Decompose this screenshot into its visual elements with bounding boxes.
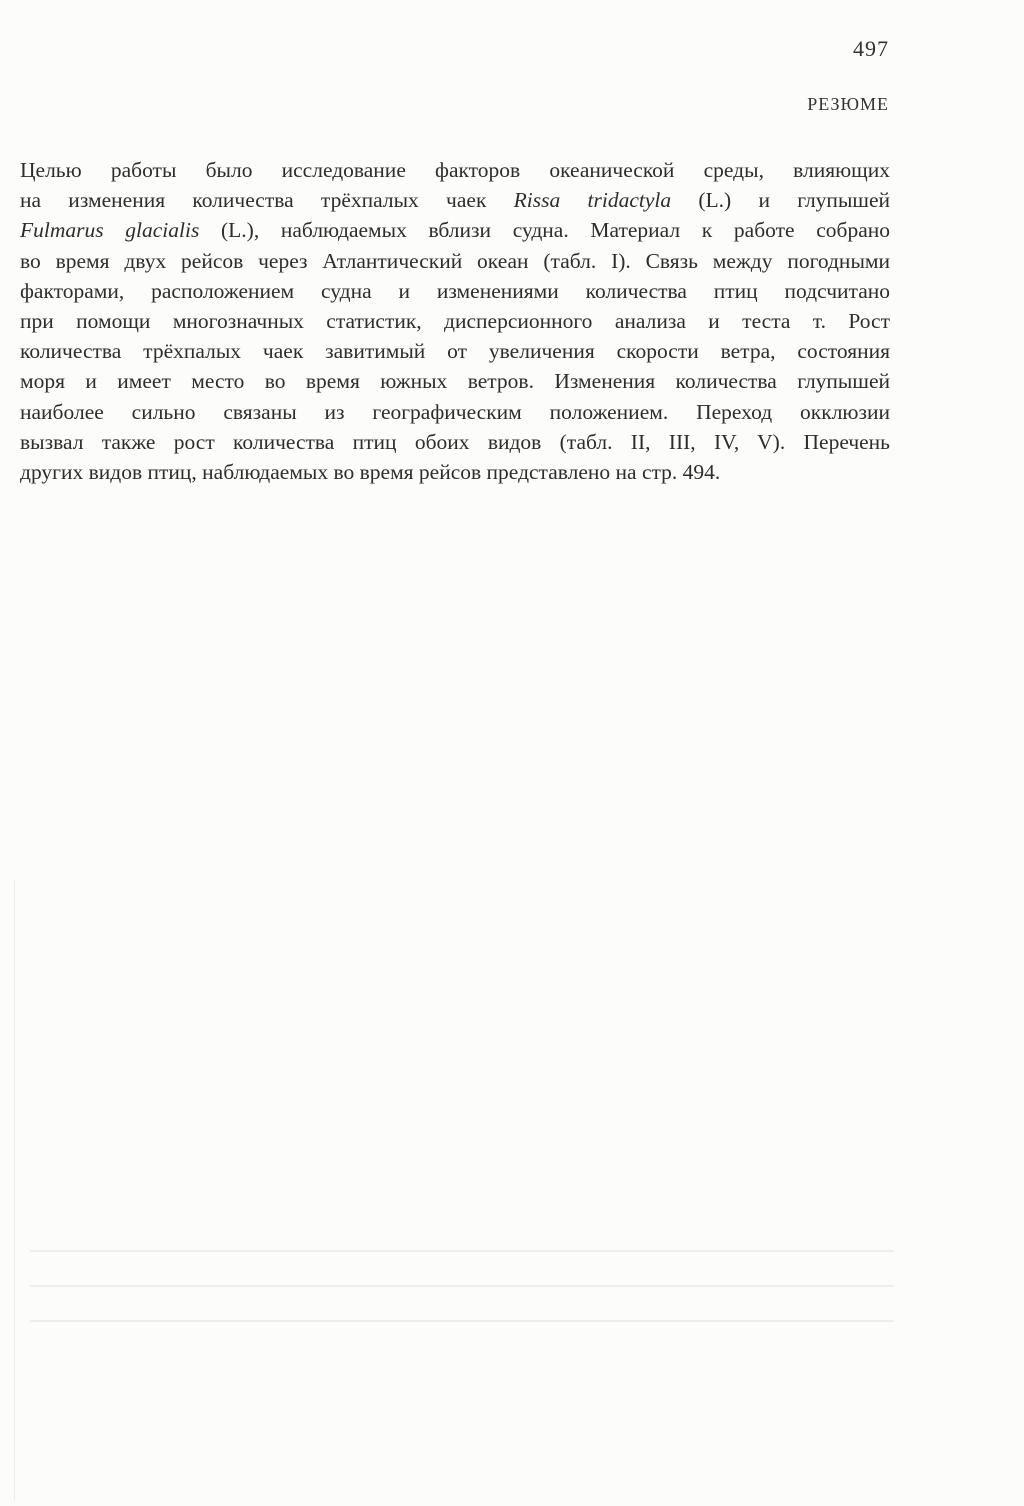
paragraph-line	[20, 427, 890, 457]
text-segment: других видов птиц, наблюдаемых во время рейсов представлено на стр. 494.	[20, 460, 721, 485]
text-segment: (L.) и глупышей	[671, 188, 890, 213]
show-through-mark	[30, 1250, 894, 1252]
paragraph-line	[20, 155, 890, 185]
section-heading: РЕЗЮМЕ	[807, 94, 889, 114]
text-segment: количества трёхпалых чаек завитимый от увеличения скорости ветра, состояния	[20, 339, 890, 364]
show-through-mark	[30, 1285, 894, 1287]
text-segment: Целью работы было исследование факторов океанической среды, влияющих	[20, 158, 890, 182]
paragraph-line	[20, 185, 890, 215]
paragraph-line	[20, 336, 890, 366]
text-segment: (L.), наблюдаемых вблизи судна. Материал к работе собрано	[199, 218, 890, 243]
paragraph-line	[20, 366, 890, 396]
paragraph-line	[20, 457, 890, 487]
text-segment: во время двух рейсов через Атлантический океан (табл. I). Связь между погодными	[20, 248, 890, 273]
text-segment: на изменения количества трёхпалых чаек	[20, 188, 514, 213]
paragraph-line	[20, 246, 890, 276]
summary-paragraph	[20, 155, 890, 487]
species-name: Rissa tridactyla	[513, 188, 672, 213]
paragraph-line	[20, 397, 890, 427]
text-segment: факторами, расположением судна и изменениями количества птиц подсчитано	[20, 278, 890, 303]
text-segment: вызвал также рост количества птиц обоих видов (табл. II, III, IV, V). Перечень	[20, 429, 890, 454]
species-name: Fulmarus glacialis	[20, 218, 200, 243]
page-edge	[14, 880, 15, 1500]
paragraph-line	[20, 276, 890, 306]
text-segment: наиболее сильно связаны из географическим положением. Переход окклюзии	[20, 399, 890, 424]
paragraph-line	[20, 215, 890, 245]
show-through-mark	[30, 1320, 894, 1322]
text-segment: при помощи многозначных статистик, дисперсионного анализа и теста т. Рост	[20, 309, 890, 334]
page-number: 497	[853, 36, 889, 61]
paragraph-line	[20, 306, 890, 336]
text-segment: моря и имеет место во время южных ветров. Изменения количества глупышей	[20, 369, 890, 394]
